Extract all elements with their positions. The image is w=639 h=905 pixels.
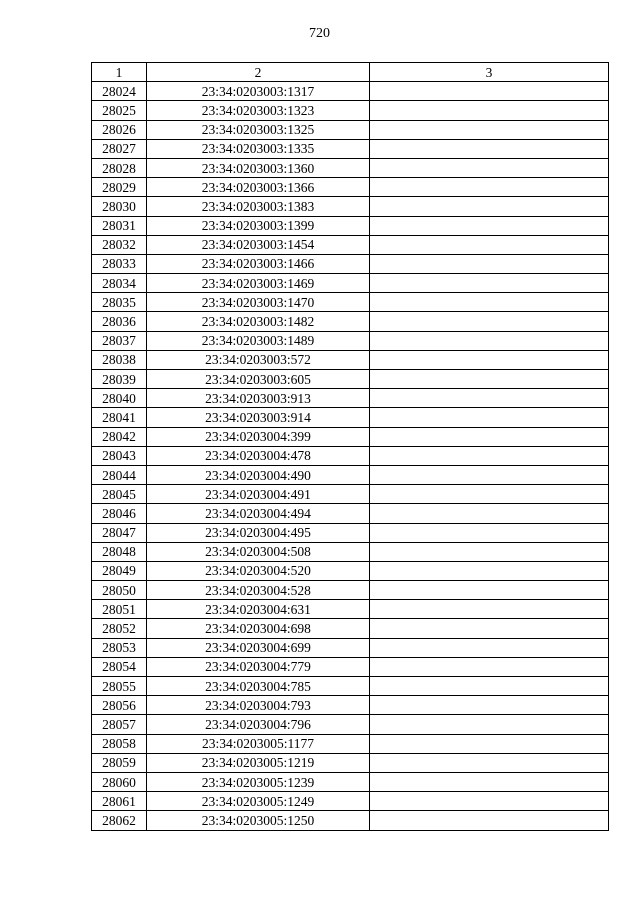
note-cell xyxy=(370,485,609,504)
row-number-cell: 28027 xyxy=(92,139,147,158)
row-number-cell: 28055 xyxy=(92,677,147,696)
note-cell xyxy=(370,657,609,676)
cadastral-number-cell: 23:34:0203004:528 xyxy=(147,581,370,600)
table-row xyxy=(92,446,609,465)
table-row xyxy=(92,504,609,523)
note-cell xyxy=(370,408,609,427)
table-row xyxy=(92,101,609,120)
row-number-cell: 28044 xyxy=(92,465,147,484)
note-cell xyxy=(370,600,609,619)
note-cell xyxy=(370,561,609,580)
note-cell xyxy=(370,254,609,273)
table-row xyxy=(92,274,609,293)
row-number-cell: 28052 xyxy=(92,619,147,638)
row-number-cell: 28042 xyxy=(92,427,147,446)
note-cell xyxy=(370,504,609,523)
cadastral-number-cell: 23:34:0203004:631 xyxy=(147,600,370,619)
cadastral-number-cell: 23:34:0203005:1239 xyxy=(147,772,370,791)
row-number-cell: 28026 xyxy=(92,120,147,139)
row-number-cell: 28033 xyxy=(92,254,147,273)
cadastral-number-cell: 23:34:0203004:779 xyxy=(147,657,370,676)
row-number-cell: 28059 xyxy=(92,753,147,772)
row-number-cell: 28028 xyxy=(92,158,147,177)
cadastral-number-cell: 23:34:0203004:793 xyxy=(147,696,370,715)
row-number-cell: 28045 xyxy=(92,485,147,504)
row-number-cell: 28041 xyxy=(92,408,147,427)
note-cell xyxy=(370,427,609,446)
table-row xyxy=(92,254,609,273)
note-cell xyxy=(370,158,609,177)
cadastral-number-cell: 23:34:0203003:1489 xyxy=(147,331,370,350)
row-number-cell: 28061 xyxy=(92,792,147,811)
table-row xyxy=(92,427,609,446)
table-row xyxy=(92,523,609,542)
page-number: 720 xyxy=(309,26,330,41)
row-number-cell: 28056 xyxy=(92,696,147,715)
note-cell xyxy=(370,753,609,772)
row-number-cell: 28038 xyxy=(92,350,147,369)
note-cell xyxy=(370,389,609,408)
note-cell xyxy=(370,696,609,715)
cadastral-number-cell: 23:34:0203003:1399 xyxy=(147,216,370,235)
note-cell xyxy=(370,312,609,331)
cadastral-number-cell: 23:34:0203003:1360 xyxy=(147,158,370,177)
table-row xyxy=(92,638,609,657)
row-number-cell: 28050 xyxy=(92,581,147,600)
table-row xyxy=(92,465,609,484)
row-number-cell: 28043 xyxy=(92,446,147,465)
cadastral-number-cell: 23:34:0203004:491 xyxy=(147,485,370,504)
note-cell xyxy=(370,772,609,791)
table-row xyxy=(92,792,609,811)
cadastral-number-cell: 23:34:0203003:1323 xyxy=(147,101,370,120)
column-header-1: 1 xyxy=(92,63,147,82)
cadastral-number-cell: 23:34:0203004:520 xyxy=(147,561,370,580)
table-row xyxy=(92,561,609,580)
cadastral-number-cell: 23:34:0203003:572 xyxy=(147,350,370,369)
note-cell xyxy=(370,101,609,120)
table-row xyxy=(92,600,609,619)
note-cell xyxy=(370,350,609,369)
row-number-cell: 28060 xyxy=(92,772,147,791)
note-cell xyxy=(370,619,609,638)
table-row xyxy=(92,139,609,158)
cadastral-number-cell: 23:34:0203004:399 xyxy=(147,427,370,446)
row-number-cell: 28037 xyxy=(92,331,147,350)
row-number-cell: 28035 xyxy=(92,293,147,312)
table-row xyxy=(92,235,609,254)
row-number-cell: 28030 xyxy=(92,197,147,216)
table-row xyxy=(92,370,609,389)
table-row xyxy=(92,350,609,369)
row-number-cell: 28025 xyxy=(92,101,147,120)
cadastral-number-cell: 23:34:0203003:914 xyxy=(147,408,370,427)
cadastral-number-cell: 23:34:0203004:796 xyxy=(147,715,370,734)
note-cell xyxy=(370,465,609,484)
note-cell xyxy=(370,370,609,389)
row-number-cell: 28034 xyxy=(92,274,147,293)
table-row xyxy=(92,408,609,427)
table-row xyxy=(92,542,609,561)
row-number-cell: 28024 xyxy=(92,82,147,101)
note-cell xyxy=(370,715,609,734)
note-cell xyxy=(370,523,609,542)
cadastral-number-cell: 23:34:0203004:508 xyxy=(147,542,370,561)
row-number-cell: 28046 xyxy=(92,504,147,523)
cadastral-number-cell: 23:34:0203003:1335 xyxy=(147,139,370,158)
note-cell xyxy=(370,216,609,235)
row-number-cell: 28036 xyxy=(92,312,147,331)
cadastral-number-cell: 23:34:0203003:605 xyxy=(147,370,370,389)
note-cell xyxy=(370,446,609,465)
table-row xyxy=(92,178,609,197)
note-cell xyxy=(370,638,609,657)
table-row xyxy=(92,197,609,216)
table-row xyxy=(92,753,609,772)
note-cell xyxy=(370,581,609,600)
row-number-cell: 28053 xyxy=(92,638,147,657)
cadastral-number-cell: 23:34:0203003:1383 xyxy=(147,197,370,216)
note-cell xyxy=(370,139,609,158)
cadastral-number-cell: 23:34:0203004:495 xyxy=(147,523,370,542)
row-number-cell: 28029 xyxy=(92,178,147,197)
cadastral-number-cell: 23:34:0203005:1250 xyxy=(147,811,370,830)
table-body xyxy=(92,82,609,830)
table-row xyxy=(92,120,609,139)
cadastral-number-cell: 23:34:0203004:698 xyxy=(147,619,370,638)
table-row xyxy=(92,696,609,715)
note-cell xyxy=(370,331,609,350)
row-number-cell: 28031 xyxy=(92,216,147,235)
note-cell xyxy=(370,178,609,197)
cadastral-number-cell: 23:34:0203003:1325 xyxy=(147,120,370,139)
table-row xyxy=(92,715,609,734)
cadastral-number-cell: 23:34:0203004:785 xyxy=(147,677,370,696)
table-row xyxy=(92,657,609,676)
cadastral-number-cell: 23:34:0203005:1219 xyxy=(147,753,370,772)
note-cell xyxy=(370,274,609,293)
table-row xyxy=(92,312,609,331)
table-row xyxy=(92,734,609,753)
cadastral-number-cell: 23:34:0203005:1177 xyxy=(147,734,370,753)
table-row xyxy=(92,331,609,350)
cadastral-number-cell: 23:34:0203005:1249 xyxy=(147,792,370,811)
note-cell xyxy=(370,120,609,139)
cadastral-number-cell: 23:34:0203003:1470 xyxy=(147,293,370,312)
table-header xyxy=(92,63,609,82)
cadastral-number-cell: 23:34:0203003:1366 xyxy=(147,178,370,197)
note-cell xyxy=(370,293,609,312)
table-row xyxy=(92,677,609,696)
row-number-cell: 28057 xyxy=(92,715,147,734)
table-row xyxy=(92,811,609,830)
registry-table xyxy=(91,62,609,831)
table-row xyxy=(92,158,609,177)
table-row xyxy=(92,485,609,504)
row-number-cell: 28058 xyxy=(92,734,147,753)
row-number-cell: 28051 xyxy=(92,600,147,619)
note-cell xyxy=(370,792,609,811)
row-number-cell: 28032 xyxy=(92,235,147,254)
header-row xyxy=(92,63,609,82)
cadastral-number-cell: 23:34:0203003:1317 xyxy=(147,82,370,101)
note-cell xyxy=(370,82,609,101)
note-cell xyxy=(370,677,609,696)
table-row xyxy=(92,619,609,638)
cadastral-number-cell: 23:34:0203004:490 xyxy=(147,465,370,484)
table-row xyxy=(92,216,609,235)
cadastral-number-cell: 23:34:0203003:913 xyxy=(147,389,370,408)
note-cell xyxy=(370,811,609,830)
table-row xyxy=(92,581,609,600)
cadastral-number-cell: 23:34:0203004:494 xyxy=(147,504,370,523)
row-number-cell: 28040 xyxy=(92,389,147,408)
row-number-cell: 28048 xyxy=(92,542,147,561)
note-cell xyxy=(370,197,609,216)
column-header-3: 3 xyxy=(370,63,609,82)
cadastral-number-cell: 23:34:0203003:1482 xyxy=(147,312,370,331)
note-cell xyxy=(370,235,609,254)
note-cell xyxy=(370,734,609,753)
row-number-cell: 28054 xyxy=(92,657,147,676)
table-row xyxy=(92,82,609,101)
note-cell xyxy=(370,542,609,561)
cadastral-number-cell: 23:34:0203003:1454 xyxy=(147,235,370,254)
cadastral-number-cell: 23:34:0203004:478 xyxy=(147,446,370,465)
table-row xyxy=(92,389,609,408)
table-row xyxy=(92,772,609,791)
cadastral-number-cell: 23:34:0203004:699 xyxy=(147,638,370,657)
table-row xyxy=(92,293,609,312)
row-number-cell: 28047 xyxy=(92,523,147,542)
row-number-cell: 28062 xyxy=(92,811,147,830)
row-number-cell: 28039 xyxy=(92,370,147,389)
cadastral-number-cell: 23:34:0203003:1466 xyxy=(147,254,370,273)
cadastral-number-cell: 23:34:0203003:1469 xyxy=(147,274,370,293)
row-number-cell: 28049 xyxy=(92,561,147,580)
column-header-2: 2 xyxy=(147,63,370,82)
